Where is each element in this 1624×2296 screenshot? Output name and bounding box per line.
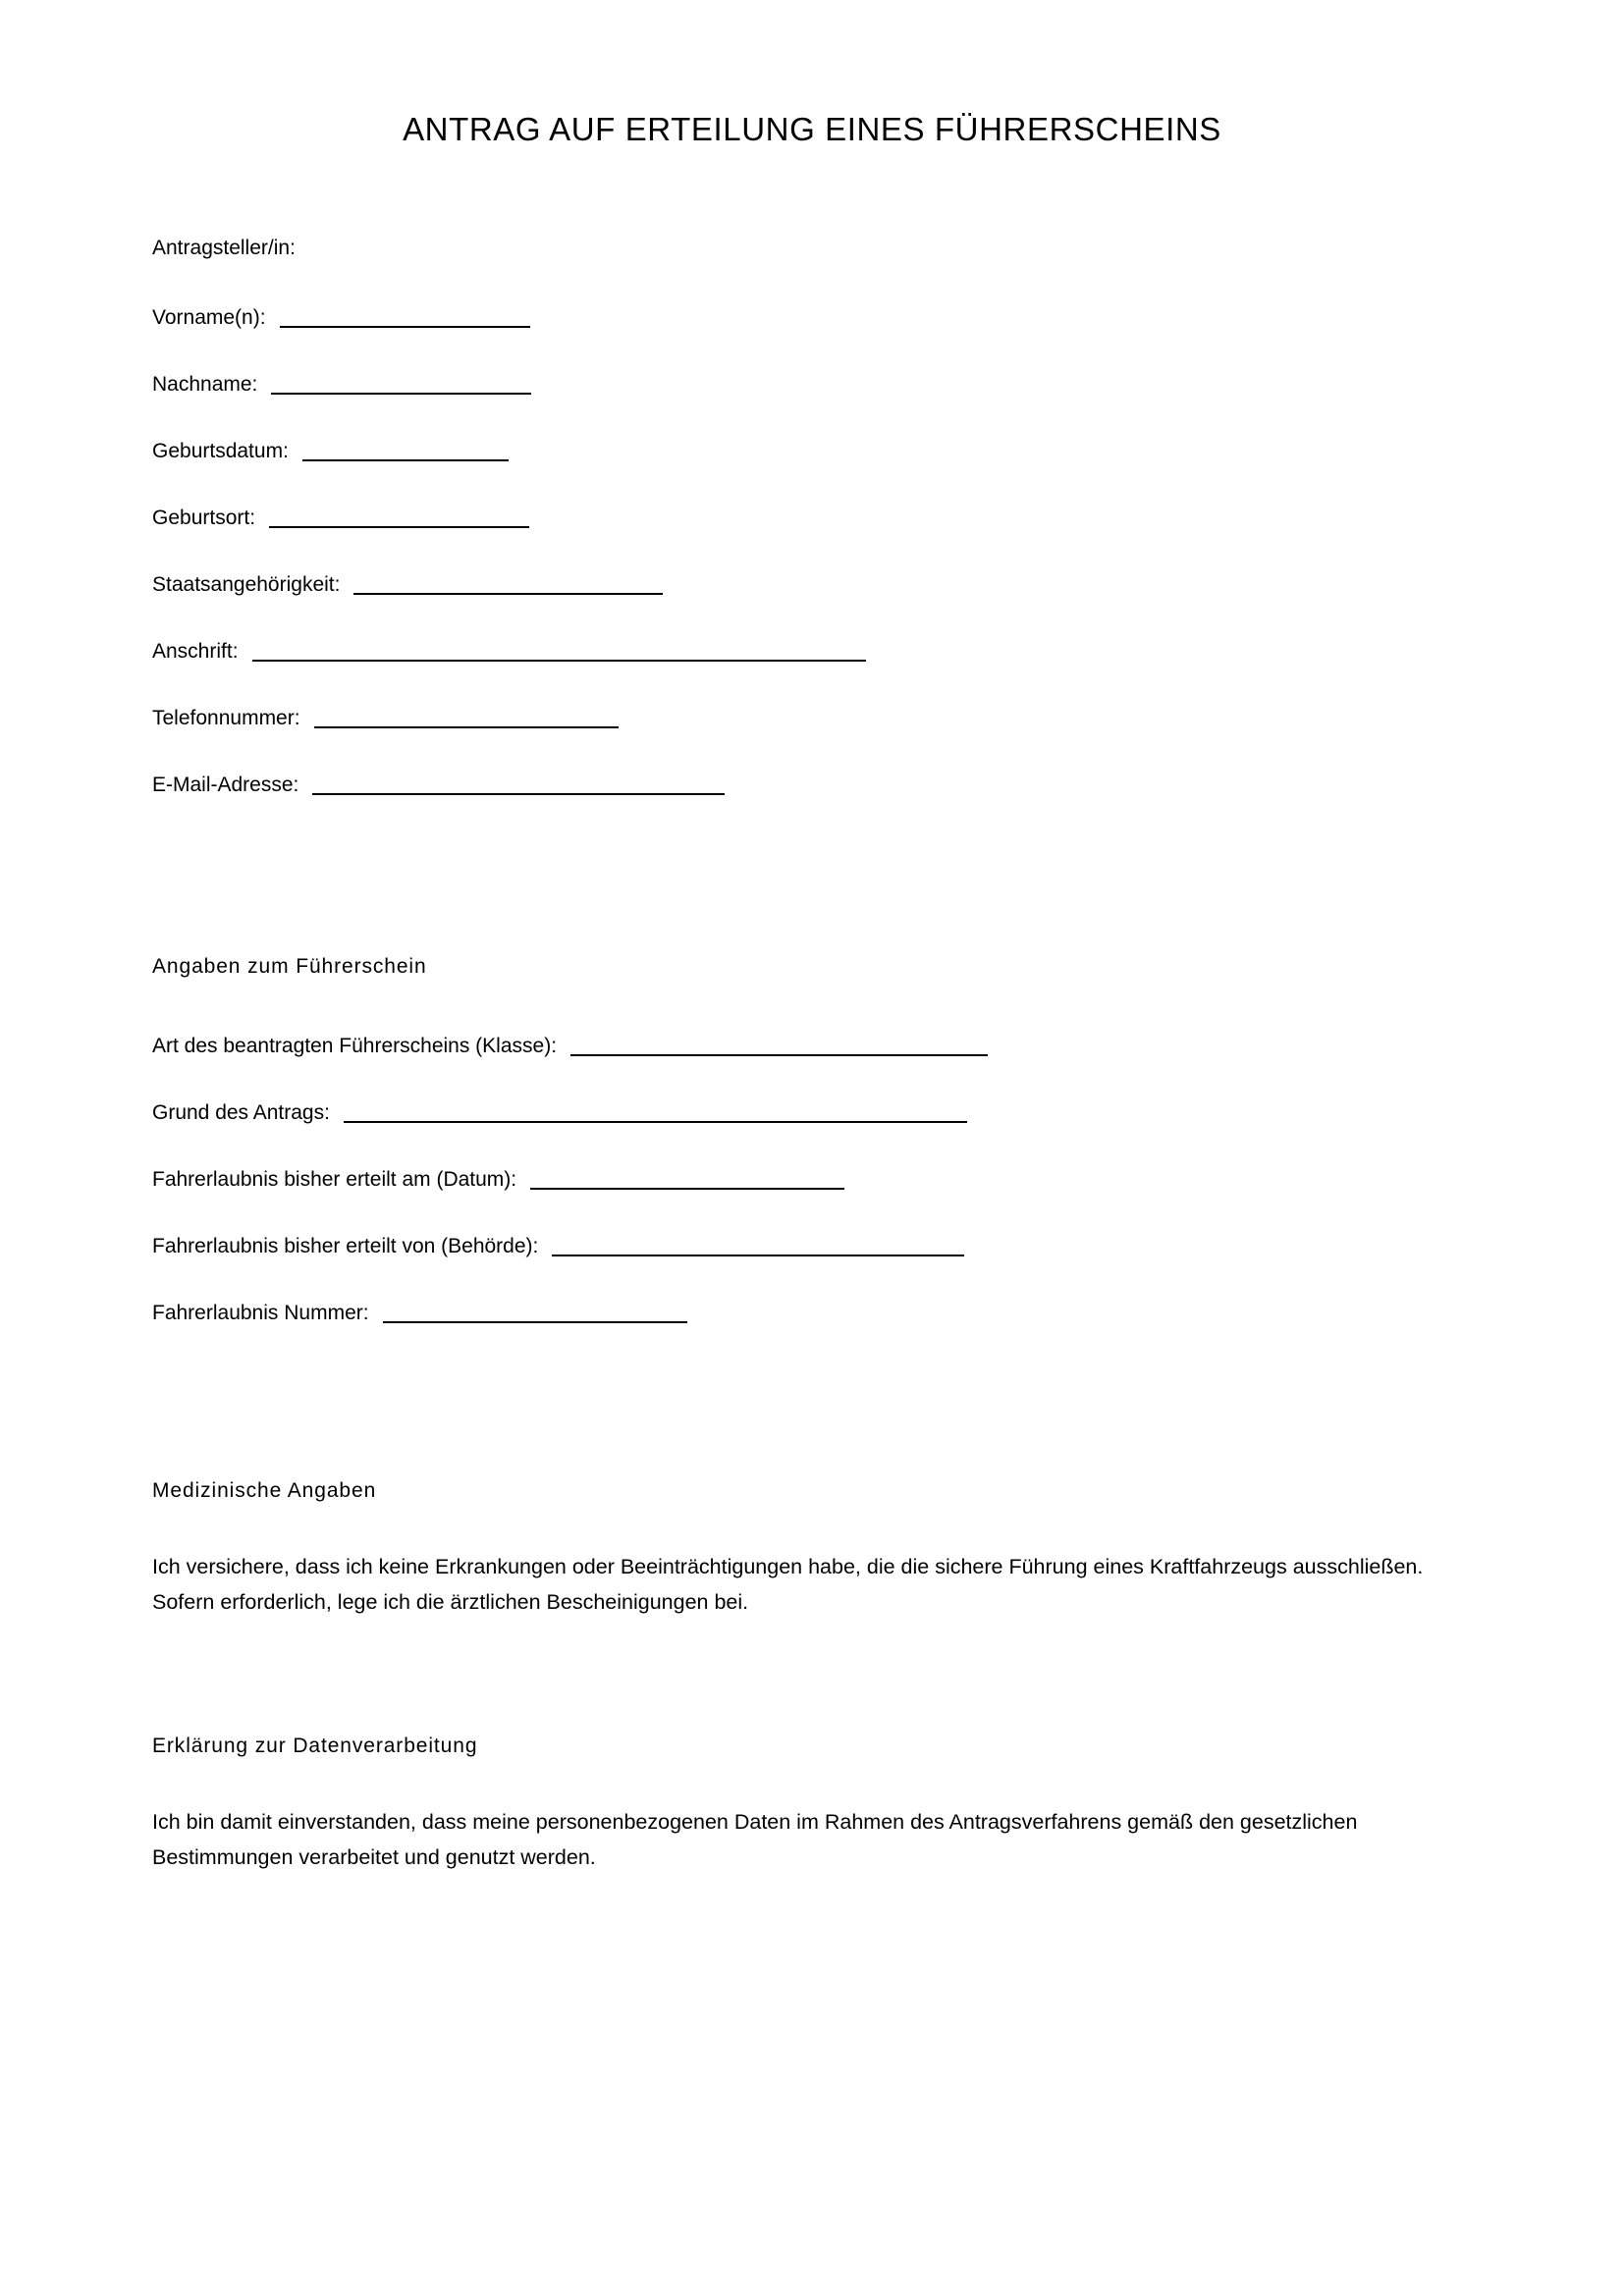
field-row-nachname [152,369,1468,436]
field-label-erteilt-am: Fahrerlaubnis bisher erteilt am (Datum): [152,1168,517,1191]
field-label-geburtsort: Geburtsort: [152,507,256,529]
field-input-nachname[interactable] [271,373,531,395]
field-row-staatsangehoerigkeit [152,569,1468,636]
section-spacer-3 [152,1620,1468,1734]
field-label-staatsangehoerigkeit: Staatsangehörigkeit: [152,573,341,596]
field-input-grund[interactable] [344,1101,967,1123]
page-title: ANTRAG AUF ERTEILUNG EINES FÜHRERSCHEINS [403,111,1221,147]
field-label-vorname: Vorname(n): [152,306,266,329]
field-label-anschrift: Anschrift: [152,640,239,663]
field-row-anschrift [152,636,1468,703]
privacy-section-heading: Erklärung zur Datenverarbeitung [152,1735,478,1757]
field-label-email: E-Mail-Adresse: [152,774,299,796]
field-input-erteilt-von[interactable] [552,1235,964,1256]
section-spacer-2 [152,1364,1468,1478]
field-input-anschrift[interactable] [252,640,866,662]
field-label-grund: Grund des Antrags: [152,1101,330,1124]
field-input-geburtsort[interactable] [269,507,529,528]
field-label-telefonnummer: Telefonnummer: [152,707,300,729]
medical-section-heading: Medizinische Angaben [152,1479,377,1502]
heading-spacer-2 [152,1504,1468,1549]
field-row-geburtsdatum [152,436,1468,503]
field-input-telefonnummer[interactable] [314,707,619,728]
field-row-geburtsort [152,503,1468,569]
field-label-fahrerlaubnis-nummer: Fahrerlaubnis Nummer: [152,1302,369,1324]
field-input-geburtsdatum[interactable] [302,440,509,461]
section-spacer-1 [152,836,1468,954]
field-row-erteilt-von [152,1231,1468,1298]
field-label-erteilt-von: Fahrerlaubnis bisher erteilt von (Behörde): [152,1235,539,1257]
field-row-vorname [152,302,1468,369]
field-input-erteilt-am[interactable] [530,1168,844,1190]
field-row-erteilt-am [152,1164,1468,1231]
field-input-klasse[interactable] [570,1035,988,1056]
field-label-klasse: Art des beantragten Führerscheins (Klasse): [152,1035,558,1057]
privacy-declaration-text: Ich bin damit einverstanden, dass meine personenbezogenen Daten im Rahmen des Antragsverfahrens gemäß den gesetzlichen Bestimmungen verarbeitet und genutzt werden. [152,1810,1358,1869]
field-label-geburtsdatum: Geburtsdatum: [152,440,289,462]
field-input-fahrerlaubnis-nummer[interactable] [383,1302,687,1323]
field-row-telefonnummer [152,703,1468,770]
applicant-section-heading: Antragsteller/in: [152,237,296,259]
heading-spacer-3 [152,1759,1468,1804]
form-body [152,236,1468,1875]
field-input-staatsangehoerigkeit[interactable] [353,573,663,595]
field-row-email [152,770,1468,836]
field-input-email[interactable] [312,774,725,795]
license-section-heading: Angaben zum Führerschein [152,955,427,978]
field-row-fahrerlaubnis-nummer [152,1298,1468,1364]
medical-declaration-text: Ich versichere, dass ich keine Erkrankungen oder Beeinträchtigungen habe, die die sichere Führung eines Kraftfahrzeugs ausschließen. Sofern erforderlich, lege ich die ärztlichen Bescheinigungen bei. [152,1555,1424,1614]
heading-spacer-1 [152,980,1468,1031]
field-input-vorname[interactable] [280,306,530,328]
field-row-grund [152,1097,1468,1164]
field-row-klasse [152,1031,1468,1097]
field-label-nachname: Nachname: [152,373,258,396]
